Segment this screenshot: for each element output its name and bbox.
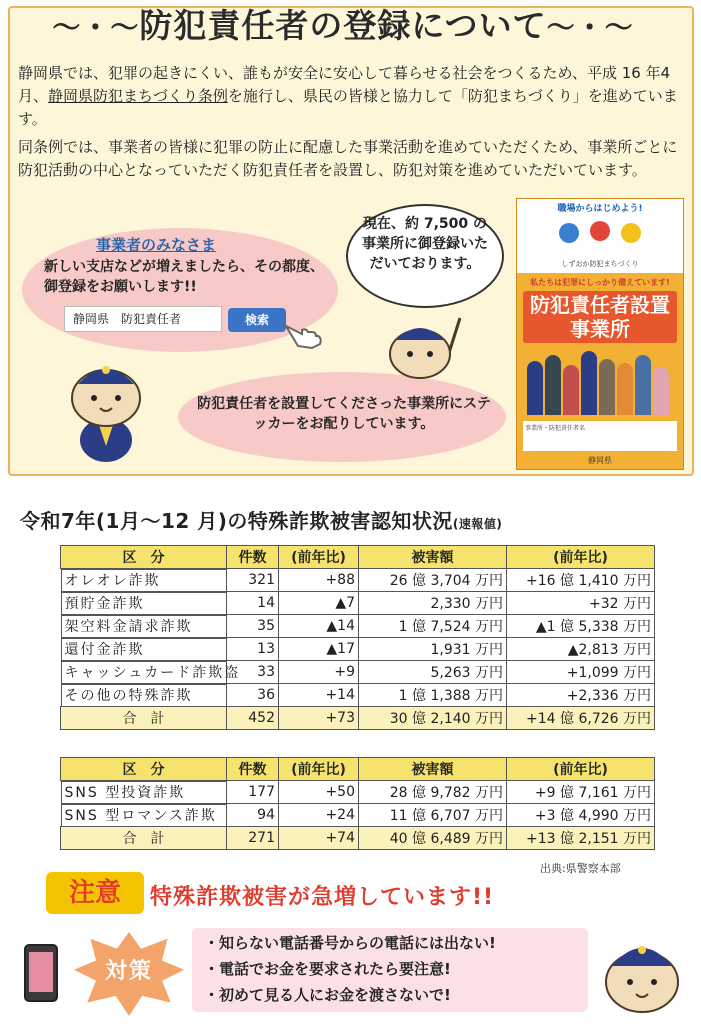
sns-fraud-stats-table (60, 757, 655, 850)
red-face-icon (590, 221, 610, 241)
column-header: 被害額 (359, 546, 507, 569)
table-cell: 13 (227, 638, 279, 661)
table-cell: +88 (279, 569, 359, 592)
table-cell: +14 億 6,726 万円 (507, 707, 655, 730)
table-cell: +3 億 4,990 万円 (507, 804, 655, 827)
table-cell: 2,330 万円 (359, 592, 507, 615)
yellow-face-icon (621, 223, 641, 243)
column-header: 区 分 (61, 546, 227, 569)
table-row (61, 684, 655, 707)
notice-title (0, 4, 686, 48)
table-cell: 11 億 6,707 万円 (359, 804, 507, 827)
police-cat-mascot-icon (600, 926, 684, 1016)
table-cell: +9 (279, 661, 359, 684)
row-category: 預貯金詐欺 (61, 592, 227, 615)
table-total-row (61, 707, 655, 730)
table-cell: 1,931 万円 (359, 638, 507, 661)
table-row (61, 804, 655, 827)
table-cell: ▲7 (279, 592, 359, 615)
table-row (61, 615, 655, 638)
table-cell: 14 (227, 592, 279, 615)
row-category: その他の特殊詐欺 (61, 684, 227, 707)
row-category: キャッシュカード詐欺盗 (61, 661, 227, 684)
smartphone-icon (24, 944, 58, 1002)
column-header: (前年比) (279, 758, 359, 781)
poster-slogan: しずおか防犯まちづくり (561, 260, 639, 268)
table-cell: +50 (279, 781, 359, 804)
column-header: 被害額 (359, 758, 507, 781)
police-cat-mascot-icon (64, 352, 148, 462)
table-cell: +16 億 1,410 万円 (507, 569, 655, 592)
table-cell: 40 億 6,489 万円 (359, 827, 507, 850)
table-total-row (61, 827, 655, 850)
ordinance-paragraph: 同条例では、事業者の皆様に犯罪の防止に配慮した事業活動を進めていただくため、事業所ごとに防犯活動の中心となっていただく防犯責任者を設置し、防犯対策を進めていただいています。 (18, 138, 678, 179)
poster-top-text: 職場からはじめよう! (557, 204, 643, 214)
stats-title-text: 令和7年(1月〜12 月)の特殊詐欺被害認知状況 (20, 509, 453, 533)
table-row (61, 569, 655, 592)
stats-prelim: (速報値) (452, 517, 503, 531)
stats-title (20, 505, 502, 534)
title-deco-right: 〜・〜 (546, 11, 634, 44)
para1-part-b: を施行し、県民の皆様と協力して「防犯まちづくり」を進めています。 (18, 87, 678, 128)
table-cell: 26 億 3,704 万円 (359, 569, 507, 592)
pointing-hand-icon (282, 318, 324, 350)
ordinance-name: 静岡県防犯まちづくり条例 (48, 87, 228, 105)
row-category: 合 計 (61, 707, 227, 730)
table-cell: +14 (279, 684, 359, 707)
table-cell: +9 億 7,161 万円 (507, 781, 655, 804)
table-cell: 5,263 万円 (359, 661, 507, 684)
search-input[interactable]: 静岡県 防犯責任者 (64, 306, 222, 332)
police-cat-mascot-icon (386, 316, 462, 380)
table-cell: ▲14 (279, 615, 359, 638)
intro-paragraph (18, 62, 678, 131)
poster-form-label: 事業所・防犯責任者名 (525, 425, 586, 432)
bubble-left-text: 新しい支店などが増えましたら、その都度、御登録をお願いします!! (44, 259, 324, 295)
search-button[interactable]: 検索 (228, 308, 286, 332)
poster-title: 防犯責任者設置事業所 (523, 291, 677, 343)
table-row (61, 592, 655, 615)
table-cell: +73 (279, 707, 359, 730)
table-cell: +1,099 万円 (507, 661, 655, 684)
bubble-bottom-text: 防犯責任者を設置してくださった事業所にステッカーをお配りしています。 (197, 396, 491, 432)
table-cell: 35 (227, 615, 279, 638)
table-cell: 452 (227, 707, 279, 730)
table-cell: +13 億 2,151 万円 (507, 827, 655, 850)
table-cell: 33 (227, 661, 279, 684)
fraud-stats-table (60, 545, 655, 730)
title-deco-left: 〜・〜 (52, 11, 140, 44)
row-category: SNS 型投資詐欺 (61, 781, 227, 804)
warning-badge-label: 注意 (68, 878, 121, 908)
warning-text: 特殊詐欺被害が急増しています!! (150, 885, 495, 910)
table-cell: +2,336 万円 (507, 684, 655, 707)
table-header-row (61, 758, 655, 781)
table-row (61, 661, 655, 684)
row-category: 架空料金請求詐欺 (61, 615, 227, 638)
table-header-row (61, 546, 655, 569)
column-header: (前年比) (507, 546, 655, 569)
table-cell: 321 (227, 569, 279, 592)
sticker-poster (516, 198, 684, 470)
poster-subtitle: 私たちは犯罪にしっかり備えています! (530, 278, 670, 287)
poster-footer: 静岡県 (588, 456, 612, 465)
poster-form-box (523, 421, 677, 451)
source-note: 出典:県警察本部 (540, 862, 621, 875)
bubble-left-heading: 事業者のみなさま (96, 236, 217, 254)
table-row (61, 638, 655, 661)
tip-item: ・知らない電話番号からの電話には出ない! (204, 934, 496, 952)
table-row (61, 781, 655, 804)
measures-badge: 対策 (104, 959, 153, 984)
table-cell: +74 (279, 827, 359, 850)
column-header: 区 分 (61, 758, 227, 781)
table-cell: 1 億 7,524 万円 (359, 615, 507, 638)
table-cell: 94 (227, 804, 279, 827)
table-cell: +24 (279, 804, 359, 827)
table-cell: 1 億 1,388 万円 (359, 684, 507, 707)
para1-part-a: 静岡県では、犯罪の起きにくい、誰もが安全に安心して暮らせる社会をつくるため、平成 16 年4月、 (18, 64, 671, 105)
tip-item: ・初めて見る人にお金を渡さないで! (204, 986, 451, 1004)
row-category: オレオレ詐欺 (61, 569, 227, 592)
table-cell: +32 万円 (507, 592, 655, 615)
table-cell: 36 (227, 684, 279, 707)
table-cell: 28 億 9,782 万円 (359, 781, 507, 804)
table-cell: 30 億 2,140 万円 (359, 707, 507, 730)
title-text: 防犯責任者の登録について (139, 6, 547, 45)
table-cell: 271 (227, 827, 279, 850)
blue-face-icon (559, 223, 579, 243)
table-cell: 177 (227, 781, 279, 804)
poster-people-illustration (523, 349, 677, 415)
row-category: 還付金詐欺 (61, 638, 227, 661)
column-header: 件数 (227, 546, 279, 569)
column-header: (前年比) (279, 546, 359, 569)
column-header: 件数 (227, 758, 279, 781)
column-header: (前年比) (507, 758, 655, 781)
row-category: SNS 型ロマンス詐欺 (61, 804, 227, 827)
cloud-text: 現在、約 7,500 の事業所に御登録いただいております。 (362, 216, 488, 272)
tip-item: ・電話でお金を要求されたら要注意! (204, 960, 451, 978)
table-cell: ▲1 億 5,338 万円 (507, 615, 655, 638)
row-category: 合 計 (61, 827, 227, 850)
table-cell: ▲2,813 万円 (507, 638, 655, 661)
table-cell: ▲17 (279, 638, 359, 661)
